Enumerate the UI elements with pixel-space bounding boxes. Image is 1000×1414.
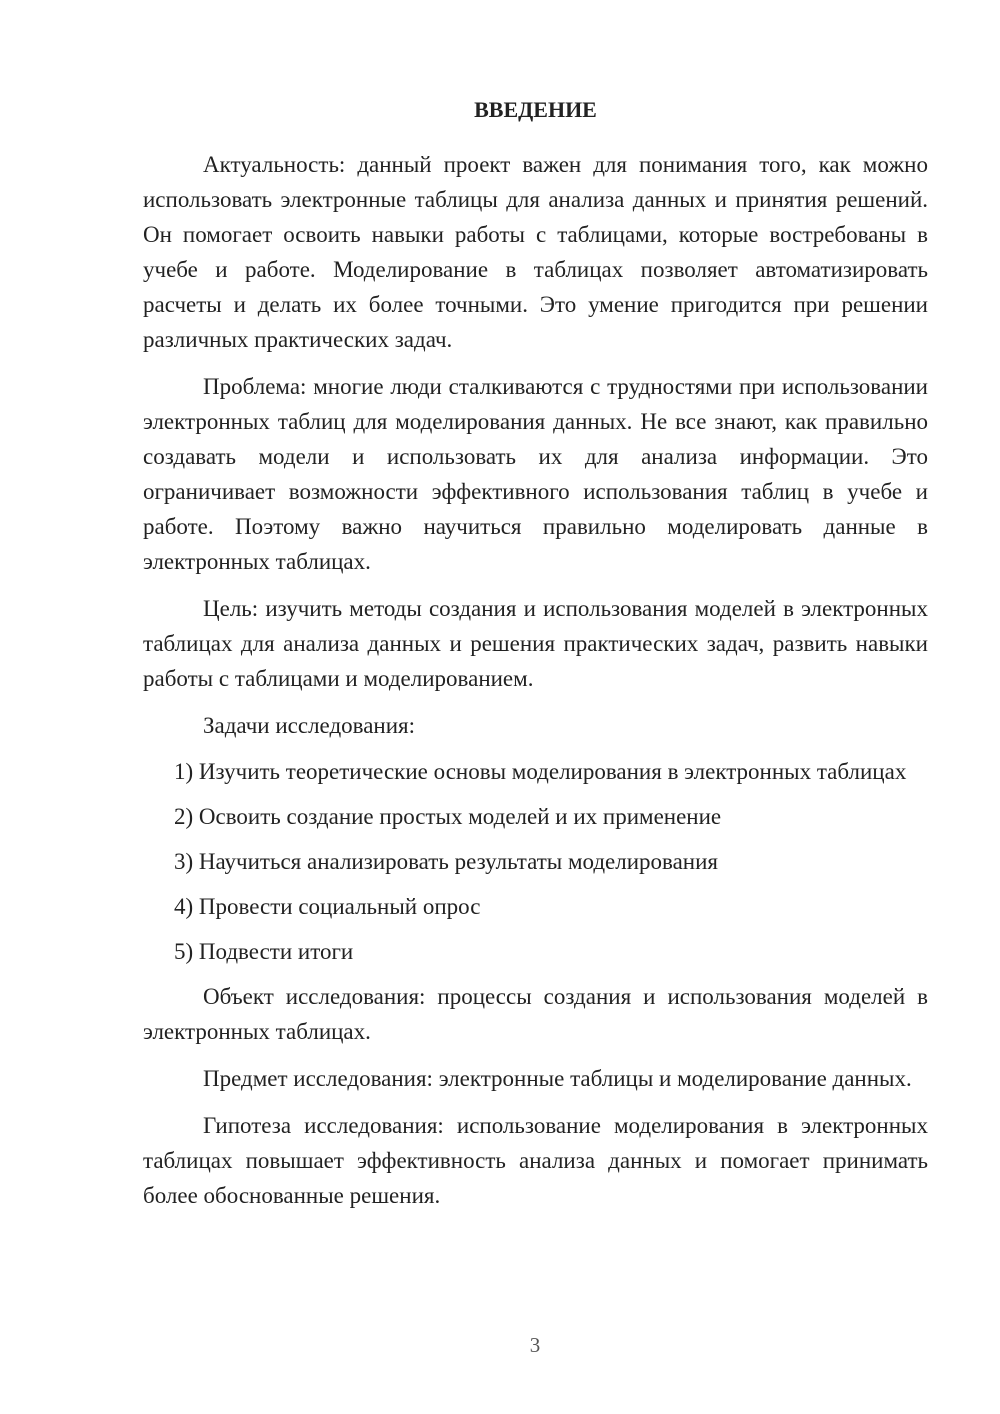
subject-paragraph: Предмет исследования: электронные таблицы и моделирование данных. [203, 1066, 912, 1091]
task-item-4: 4) Провести социальный опрос [174, 894, 481, 919]
task-item-5: 5) Подвести итоги [174, 939, 354, 964]
tasks-title: Задачи исследования: [203, 713, 416, 738]
task-item-1: 1) Изучить теоретические основы моделирования в электронных таблицах [174, 759, 907, 784]
page-number: 3 [529, 1333, 541, 1357]
relevance-paragraph: Актуальность: данный проект важен для понимания того, как можно использовать электронные таблицы для анализа данных и принятия решений. Он помогает освоить навыки работы с таблицами, которые востребованы в учебе и работе. Моделирование в таблицах позволяет автоматизировать расчеты и делать их более точными. Это умение пригодится при решении различных практических задач. [143, 152, 928, 352]
goal-paragraph: Цель: изучить методы создания и использования моделей в электронных таблицах для анализа данных и решения практических задач, развить навыки работы с таблицами и моделированием. [143, 596, 928, 691]
hypothesis-paragraph: Гипотеза исследования: использование моделирования в электронных таблицах повышает эффективность анализа данных и помогает принимать более обоснованные решения. [143, 1113, 928, 1208]
document-page [143, 92, 928, 1213]
object-paragraph: Объект исследования: процессы создания и использования моделей в электронных таблицах. [143, 984, 928, 1044]
section-heading [143, 92, 928, 128]
task-item-3: 3) Научиться анализировать результаты моделирования [174, 849, 719, 874]
task-item-2: 2) Освоить создание простых моделей и их применение [174, 804, 722, 829]
section-heading-text: ВВЕДЕНИЕ [474, 97, 597, 122]
problem-paragraph: Проблема: многие люди сталкиваются с трудностями при использовании электронных таблиц для моделирования данных. Не все знают, как правильно создавать модели и использовать их для анализа информации. Это ограничивает возможности эффективного использования таблиц в учебе и работе. Поэтому важно научиться правильно моделировать данные в электронных таблицах. [143, 374, 928, 574]
